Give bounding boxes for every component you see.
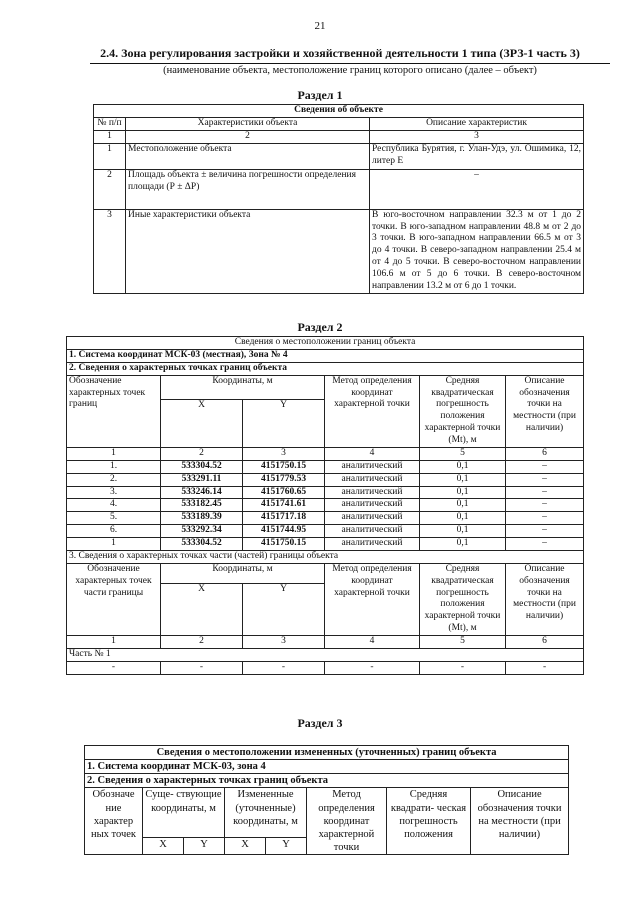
point-id: 4. bbox=[67, 499, 161, 512]
section1-heading: Раздел 1 bbox=[297, 88, 343, 102]
point-description: – bbox=[506, 486, 584, 499]
column-number: 1 bbox=[67, 636, 161, 649]
column-number: 6 bbox=[506, 636, 584, 649]
column-header: Описание обозначения точки на местности (при наличии) bbox=[471, 788, 569, 855]
point-description: – bbox=[506, 538, 584, 551]
row-number: 2 bbox=[94, 169, 126, 209]
coord-x: 533304.52 bbox=[161, 460, 243, 473]
part-cell: - bbox=[506, 661, 584, 674]
characteristic-name: Местоположение объекта bbox=[126, 143, 370, 169]
coord-x: 533304.52 bbox=[161, 538, 243, 551]
characteristic-description: В юго-восточном направлении 32.3 м от 1 до 2 точки. В юго-западном направлении 48.8 м от 2 до 3 точки. В юго-западном направлении 66.5 м от 3 до 4 точки. В северо-западном направлении 25.4 м от 4 до 5 точки. В северо-восточном направлении 106.6 м от 5 до 6 точки. В северо-восточном направлении 13.2 м от 6 до 1 точки. bbox=[370, 209, 584, 293]
boundary-points-table bbox=[66, 336, 584, 675]
column-header: Метод определения координат характерной точки bbox=[307, 788, 387, 855]
point-id: 5. bbox=[67, 512, 161, 525]
table-row bbox=[67, 499, 584, 512]
coord-y: 4151750.15 bbox=[243, 538, 325, 551]
column-number: 4 bbox=[325, 636, 420, 649]
part-cell: - bbox=[420, 661, 506, 674]
table-title: Сведения о местоположении границ объекта bbox=[67, 337, 584, 350]
column-number: 6 bbox=[506, 447, 584, 460]
point-id: 1 bbox=[67, 538, 161, 551]
column-header: Метод определения координат характерной точки bbox=[325, 563, 420, 635]
coord-x: 533182.45 bbox=[161, 499, 243, 512]
column-header: Координаты, м bbox=[161, 563, 325, 583]
column-header: Y bbox=[243, 399, 325, 447]
section3-heading: Раздел 3 bbox=[297, 716, 343, 730]
column-number: 2 bbox=[161, 636, 243, 649]
error-value: 0,1 bbox=[420, 486, 506, 499]
table-row bbox=[67, 512, 584, 525]
column-header: Описание обозначения точки на местности (при наличии) bbox=[506, 375, 584, 447]
column-number: 3 bbox=[243, 636, 325, 649]
column-header: Обозначение характерных точек границ bbox=[67, 375, 161, 447]
column-header: Суще- ствующие координаты, м bbox=[143, 788, 225, 837]
column-header: Y bbox=[184, 837, 225, 854]
error-value: 0,1 bbox=[420, 538, 506, 551]
table-title: Сведения об объекте bbox=[94, 105, 584, 118]
table-row bbox=[67, 473, 584, 486]
points-title: 2. Сведения о характерных точках границ объекта bbox=[85, 774, 569, 788]
column-header: Y bbox=[266, 837, 307, 854]
row-number: 3 bbox=[94, 209, 126, 293]
column-number: 3 bbox=[370, 130, 584, 143]
page-number: 21 bbox=[314, 20, 326, 32]
column-number: 2 bbox=[161, 447, 243, 460]
point-description: – bbox=[506, 473, 584, 486]
column-number: 1 bbox=[94, 130, 126, 143]
coordinate-system: 1. Система координат МСК-03 (местная), Зона № 4 bbox=[67, 349, 584, 362]
column-header: Средняя квадрати- ческая погрешность положения bbox=[387, 788, 471, 855]
table-row bbox=[67, 460, 584, 473]
column-number: 5 bbox=[420, 447, 506, 460]
method: аналитический bbox=[325, 525, 420, 538]
column-number: 5 bbox=[420, 636, 506, 649]
point-description: – bbox=[506, 512, 584, 525]
section2-heading: Раздел 2 bbox=[297, 320, 343, 334]
coord-y: 4151744.95 bbox=[243, 525, 325, 538]
error-value: 0,1 bbox=[420, 460, 506, 473]
error-value: 0,1 bbox=[420, 525, 506, 538]
part-cell: - bbox=[161, 661, 243, 674]
method: аналитический bbox=[325, 499, 420, 512]
changed-boundaries-table bbox=[84, 745, 569, 855]
coord-y: 4151750.15 bbox=[243, 460, 325, 473]
column-header: Координаты, м bbox=[161, 375, 325, 399]
point-description: – bbox=[506, 525, 584, 538]
column-header: Описание обозначения точки на местности (при наличии) bbox=[506, 563, 584, 635]
characteristic-description: – bbox=[370, 169, 584, 209]
object-info-table bbox=[93, 104, 584, 294]
column-number: 1 bbox=[67, 447, 161, 460]
column-header: Измененные (уточненные) координаты, м bbox=[225, 788, 307, 837]
column-header: X bbox=[225, 837, 266, 854]
column-header: Описание характеристик bbox=[370, 117, 584, 130]
part-cell: - bbox=[67, 661, 161, 674]
characteristic-description: Республика Бурятия, г. Улан-Удэ, ул. Ошимика, 12, литер Е bbox=[370, 143, 584, 169]
coord-x: 533291.11 bbox=[161, 473, 243, 486]
column-header: Средняя квадратическая погрешность положения характерной точки (Mt), м bbox=[420, 375, 506, 447]
document-subtitle: (наименование объекта, местоположение границ которого описано (далее – объект) bbox=[90, 63, 610, 76]
table-row bbox=[67, 525, 584, 538]
point-id: 2. bbox=[67, 473, 161, 486]
table-row bbox=[67, 486, 584, 499]
method: аналитический bbox=[325, 486, 420, 499]
error-value: 0,1 bbox=[420, 499, 506, 512]
column-header: X bbox=[161, 399, 243, 447]
part-cell: - bbox=[243, 661, 325, 674]
column-header: № п/п bbox=[94, 117, 126, 130]
coord-x: 533292.34 bbox=[161, 525, 243, 538]
part-cell: - bbox=[325, 661, 420, 674]
point-id: 6. bbox=[67, 525, 161, 538]
point-description: – bbox=[506, 460, 584, 473]
point-description: – bbox=[506, 499, 584, 512]
column-header: Y bbox=[243, 584, 325, 636]
coord-x: 533246.14 bbox=[161, 486, 243, 499]
row-number: 1 bbox=[94, 143, 126, 169]
column-number: 3 bbox=[243, 447, 325, 460]
coord-y: 4151741.61 bbox=[243, 499, 325, 512]
characteristic-name: Иные характеристики объекта bbox=[126, 209, 370, 293]
document-title: 2.4. Зона регулирования застройки и хозяйственной деятельности 1 типа (ЗРЗ-1 часть 3) bbox=[100, 46, 580, 60]
column-header: Обозначе ние характер ных точек bbox=[85, 788, 143, 855]
method: аналитический bbox=[325, 512, 420, 525]
column-header: Метод определения координат характерной точки bbox=[325, 375, 420, 447]
method: аналитический bbox=[325, 473, 420, 486]
column-header: X bbox=[161, 584, 243, 636]
method: аналитический bbox=[325, 460, 420, 473]
coord-y: 4151717.18 bbox=[243, 512, 325, 525]
coord-x: 533189.39 bbox=[161, 512, 243, 525]
points-title: 2. Сведения о характерных точках границ объекта bbox=[67, 362, 584, 375]
points-rows bbox=[67, 460, 584, 550]
table-row bbox=[67, 538, 584, 551]
coord-y: 4151760.65 bbox=[243, 486, 325, 499]
parts-title: 3. Сведения о характерных точках части (частей) границы объекта bbox=[67, 550, 584, 563]
column-number: 2 bbox=[126, 130, 370, 143]
method: аналитический bbox=[325, 538, 420, 551]
part-label: Часть № 1 bbox=[67, 648, 584, 661]
point-id: 1. bbox=[67, 460, 161, 473]
column-header: Обозначение характерных точек части границы bbox=[67, 563, 161, 635]
column-header: Характеристики объекта bbox=[126, 117, 370, 130]
error-value: 0,1 bbox=[420, 512, 506, 525]
coord-y: 4151779.53 bbox=[243, 473, 325, 486]
column-number: 4 bbox=[325, 447, 420, 460]
coordinate-system: 1. Система координат МСК-03, зона 4 bbox=[85, 760, 569, 774]
table-title: Сведения о местоположении измененных (уточненных) границ объекта bbox=[85, 746, 569, 760]
characteristic-name: Площадь объекта ± величина погрешности определения площади (Р ± ΔР) bbox=[126, 169, 370, 209]
error-value: 0,1 bbox=[420, 473, 506, 486]
column-header: Средняя квадратическая погрешность положения характерной точки (Mt), м bbox=[420, 563, 506, 635]
point-id: 3. bbox=[67, 486, 161, 499]
column-header: X bbox=[143, 837, 184, 854]
